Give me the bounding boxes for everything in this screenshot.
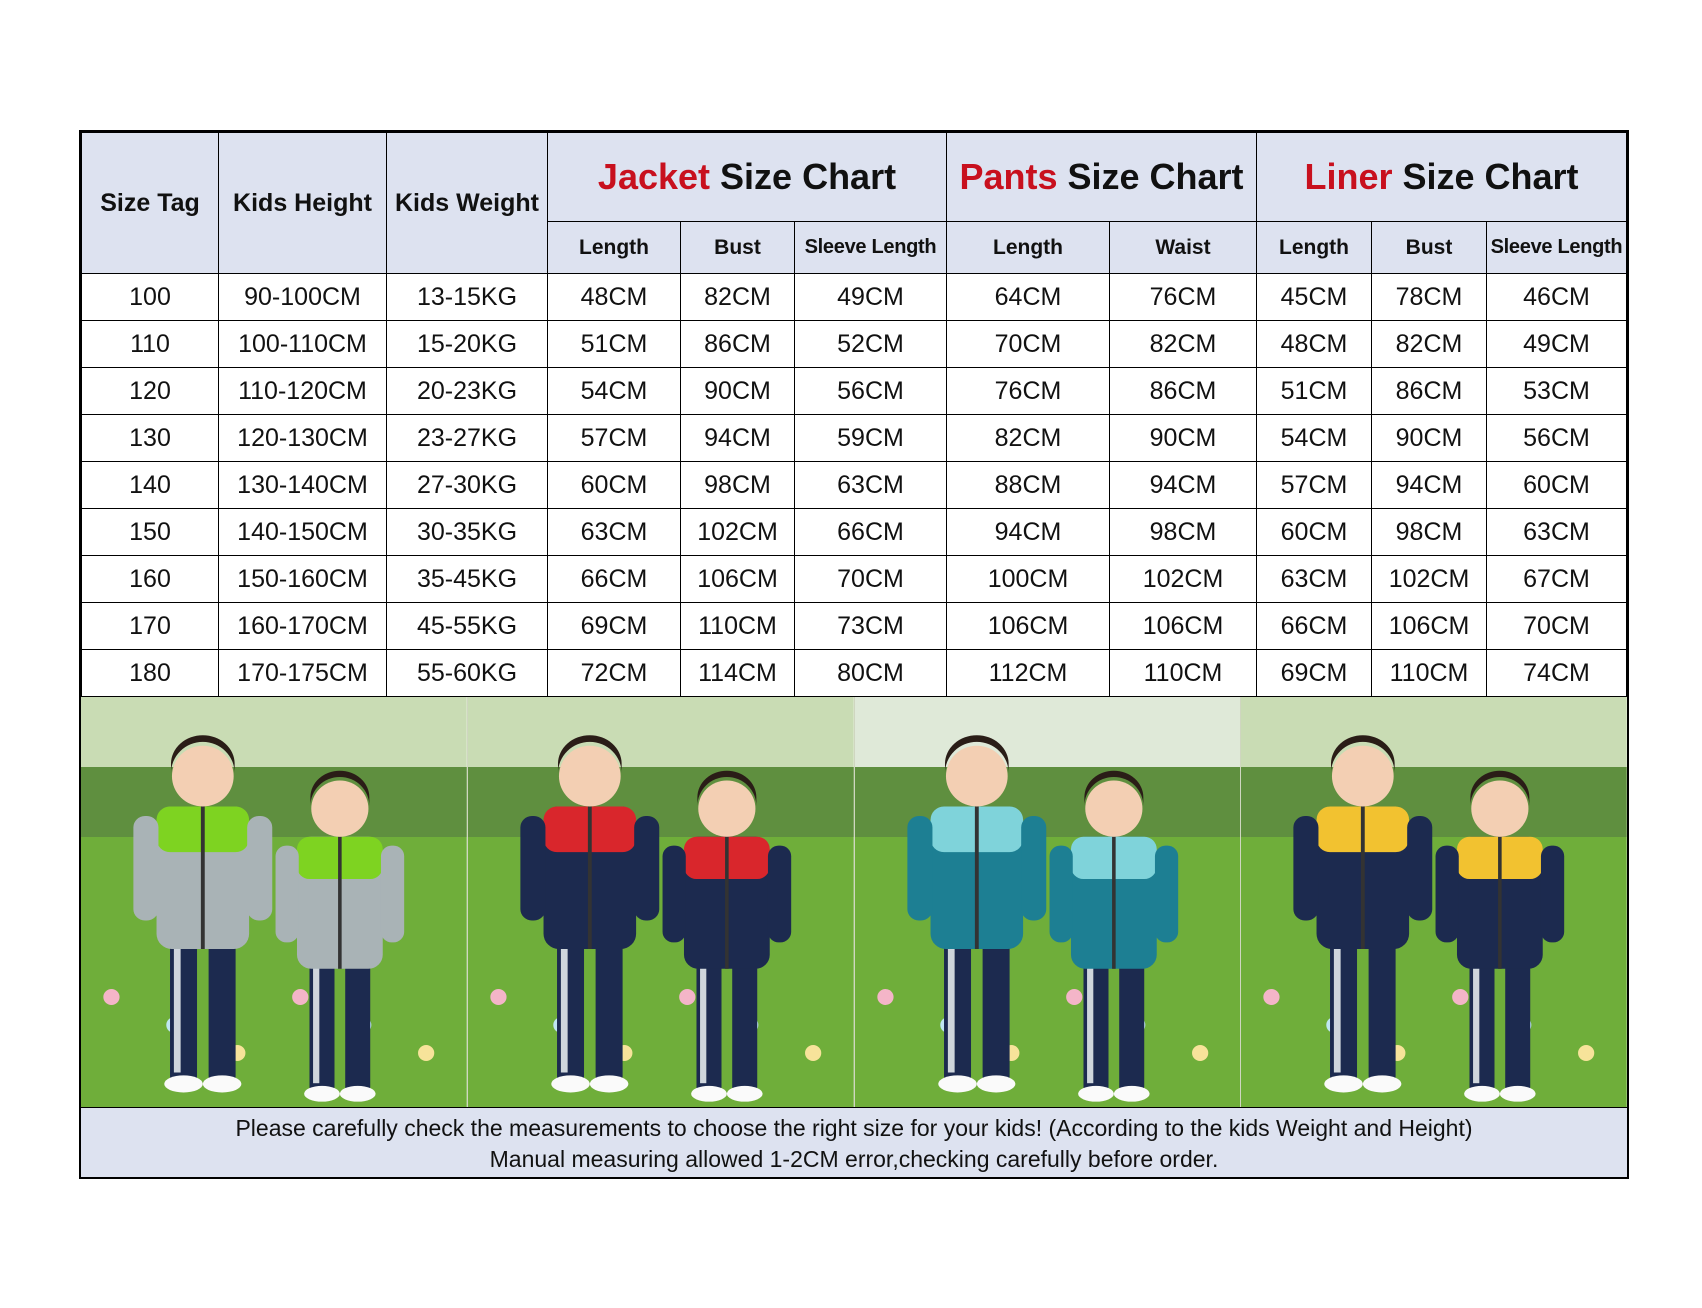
shoe	[1324, 1075, 1363, 1092]
table-row	[82, 650, 1627, 697]
table-cell: 82CM	[681, 274, 795, 321]
table-cell: 64CM	[947, 274, 1110, 321]
table-cell: 120	[82, 368, 219, 415]
photo-teal-uniform	[855, 697, 1242, 1107]
table-cell: 74CM	[1487, 650, 1627, 697]
jacket-sleeve	[1294, 816, 1319, 921]
jacket-sleeve	[1436, 846, 1459, 943]
shoe	[164, 1075, 203, 1092]
jacket-sleeve	[1407, 816, 1432, 921]
table-cell: 130	[82, 415, 219, 462]
pants-leg	[982, 940, 1009, 1083]
table-cell: 170	[82, 603, 219, 650]
child-face	[1472, 780, 1529, 836]
shoe	[1078, 1086, 1114, 1102]
table-cell: 48CM	[1257, 321, 1372, 368]
pants-leg	[1505, 960, 1530, 1092]
header-kids-weight: Kids Weight	[387, 133, 548, 274]
jacket-zipper	[201, 807, 205, 950]
play-ball	[1264, 989, 1280, 1005]
jacket-zipper	[974, 807, 978, 950]
table-row	[82, 603, 1627, 650]
table-cell: 63CM	[548, 509, 681, 556]
shoe	[727, 1086, 763, 1102]
table-cell: 102CM	[1372, 556, 1487, 603]
table-cell: 140-150CM	[219, 509, 387, 556]
note-line-2: Manual measuring allowed 1-2CM error,checking carefully before order.	[489, 1146, 1219, 1172]
photo-illustration	[81, 697, 467, 1107]
table-cell: 57CM	[1257, 462, 1372, 509]
table-cell: 63CM	[795, 462, 947, 509]
play-ball	[490, 989, 506, 1005]
header-liner-length: Length	[1257, 222, 1372, 274]
jacket-zipper	[1112, 837, 1116, 969]
table-cell: 48CM	[548, 274, 681, 321]
play-ball	[1066, 989, 1082, 1005]
child-face	[1085, 780, 1142, 836]
table-cell: 60CM	[548, 462, 681, 509]
jacket-sleeve	[662, 846, 685, 943]
jacket-sleeve	[520, 816, 545, 921]
header-liner-bust: Bust	[1372, 222, 1487, 274]
table-cell: 66CM	[1257, 603, 1372, 650]
pants-stripe	[947, 940, 954, 1073]
table-cell: 100CM	[947, 556, 1110, 603]
header-jacket-sleeve-length: Sleeve Length	[795, 222, 947, 274]
shoe	[1464, 1086, 1500, 1102]
header-jacket-bust: Bust	[681, 222, 795, 274]
liner-highlight: Liner	[1304, 156, 1393, 197]
play-ball	[805, 1045, 821, 1061]
table-cell: 54CM	[1257, 415, 1372, 462]
table-cell: 60CM	[1257, 509, 1372, 556]
table-cell: 86CM	[1110, 368, 1257, 415]
table-row	[82, 462, 1627, 509]
jacket-sleeve	[634, 816, 659, 921]
table-cell: 106CM	[1110, 603, 1257, 650]
play-ball	[1452, 989, 1468, 1005]
table-cell: 86CM	[681, 321, 795, 368]
table-cell: 56CM	[795, 368, 947, 415]
pants-stripe	[313, 960, 319, 1083]
size-rows	[82, 274, 1627, 697]
table-cell: 66CM	[795, 509, 947, 556]
table-cell: 110CM	[1110, 650, 1257, 697]
pants-leg	[1369, 940, 1396, 1083]
table-cell: 53CM	[1487, 368, 1627, 415]
jacket-sleeve	[1154, 846, 1177, 943]
table-cell: 45CM	[1257, 274, 1372, 321]
photo-yellow-navy-uniform	[1241, 697, 1627, 1107]
header-jacket-length: Length	[548, 222, 681, 274]
jacket-title-rest: Size Chart	[710, 156, 897, 197]
play-ball	[292, 989, 308, 1005]
table-cell: 110CM	[1372, 650, 1487, 697]
pants-leg	[732, 960, 757, 1092]
table-cell: 86CM	[1372, 368, 1487, 415]
table-cell: 100	[82, 274, 219, 321]
play-ball	[1192, 1045, 1208, 1061]
table-cell: 63CM	[1257, 556, 1372, 603]
table-cell: 54CM	[548, 368, 681, 415]
table-cell: 94CM	[1372, 462, 1487, 509]
table-cell: 106CM	[681, 556, 795, 603]
photo-illustration	[855, 697, 1241, 1107]
table-cell: 70CM	[795, 556, 947, 603]
table-cell: 30-35KG	[387, 509, 548, 556]
table-cell: 15-20KG	[387, 321, 548, 368]
table-cell: 102CM	[681, 509, 795, 556]
size-chart-sheet	[79, 130, 1629, 1179]
table-cell: 82CM	[947, 415, 1110, 462]
table-cell: 90CM	[1110, 415, 1257, 462]
jacket-zipper	[588, 807, 592, 950]
table-cell: 180	[82, 650, 219, 697]
table-cell: 98CM	[1110, 509, 1257, 556]
play-ball	[679, 989, 695, 1005]
liner-title-rest: Size Chart	[1392, 156, 1579, 197]
photo-green-grey-uniform	[81, 697, 468, 1107]
table-cell: 45-55KG	[387, 603, 548, 650]
table-cell: 150-160CM	[219, 556, 387, 603]
shoe	[590, 1075, 629, 1092]
child-face	[945, 746, 1007, 807]
table-cell: 46CM	[1487, 274, 1627, 321]
child-face	[698, 780, 755, 836]
table-cell: 55-60KG	[387, 650, 548, 697]
shoe	[551, 1075, 590, 1092]
table-cell: 49CM	[795, 274, 947, 321]
table-cell: 66CM	[548, 556, 681, 603]
shoe	[340, 1086, 376, 1102]
pants-stripe	[1473, 960, 1479, 1083]
table-cell: 67CM	[1487, 556, 1627, 603]
pants-stripe	[174, 940, 181, 1073]
table-row	[82, 509, 1627, 556]
header-liner-size-chart	[1257, 133, 1627, 222]
pants-stripe	[561, 940, 568, 1073]
photo-strip	[81, 697, 1627, 1108]
jacket-zipper	[725, 837, 729, 969]
shoe	[1113, 1086, 1149, 1102]
table-cell: 90CM	[1372, 415, 1487, 462]
shoe	[304, 1086, 340, 1102]
jacket-sleeve	[1541, 846, 1564, 943]
photo-illustration	[468, 697, 854, 1107]
measurement-note	[81, 1108, 1627, 1179]
child-face	[172, 746, 234, 807]
jacket-sleeve	[381, 846, 404, 943]
jacket-sleeve	[1049, 846, 1072, 943]
jacket-zipper	[338, 837, 342, 969]
pants-leg	[595, 940, 622, 1083]
size-table	[81, 132, 1627, 697]
table-cell: 76CM	[1110, 274, 1257, 321]
table-cell: 94CM	[947, 509, 1110, 556]
table-cell: 72CM	[548, 650, 681, 697]
header-liner-sleeve-length: Sleeve Length	[1487, 222, 1627, 274]
photo-illustration	[1241, 697, 1627, 1107]
shoe	[976, 1075, 1015, 1092]
table-cell: 60CM	[1487, 462, 1627, 509]
table-cell: 49CM	[1487, 321, 1627, 368]
pants-title-rest: Size Chart	[1057, 156, 1244, 197]
table-cell: 20-23KG	[387, 368, 548, 415]
pants-stripe	[1334, 940, 1341, 1073]
child-face	[311, 780, 368, 836]
header-pants-length: Length	[947, 222, 1110, 274]
table-cell: 73CM	[795, 603, 947, 650]
pants-leg	[209, 940, 236, 1083]
table-cell: 56CM	[1487, 415, 1627, 462]
jacket-zipper	[1498, 837, 1502, 969]
child-face	[559, 746, 621, 807]
jacket-sleeve	[276, 846, 299, 943]
table-cell: 130-140CM	[219, 462, 387, 509]
table-cell: 80CM	[795, 650, 947, 697]
photo-red-navy-uniform	[468, 697, 855, 1107]
table-cell: 13-15KG	[387, 274, 548, 321]
table-cell: 94CM	[1110, 462, 1257, 509]
table-cell: 78CM	[1372, 274, 1487, 321]
table-cell: 110-120CM	[219, 368, 387, 415]
table-row	[82, 274, 1627, 321]
pants-stripe	[1087, 960, 1093, 1083]
jacket-sleeve	[133, 816, 158, 921]
table-cell: 63CM	[1487, 509, 1627, 556]
table-cell: 112CM	[947, 650, 1110, 697]
table-cell: 120-130CM	[219, 415, 387, 462]
table-cell: 70CM	[1487, 603, 1627, 650]
table-cell: 110	[82, 321, 219, 368]
pants-leg	[345, 960, 370, 1092]
shoe	[691, 1086, 727, 1102]
table-cell: 106CM	[1372, 603, 1487, 650]
table-cell: 27-30KG	[387, 462, 548, 509]
jacket-zipper	[1361, 807, 1365, 950]
play-ball	[418, 1045, 434, 1061]
jacket-highlight: Jacket	[597, 156, 711, 197]
table-cell: 69CM	[548, 603, 681, 650]
child-face	[1332, 746, 1394, 807]
play-ball	[877, 989, 893, 1005]
table-cell: 82CM	[1110, 321, 1257, 368]
table-cell: 150	[82, 509, 219, 556]
table-cell: 140	[82, 462, 219, 509]
table-cell: 88CM	[947, 462, 1110, 509]
table-cell: 98CM	[681, 462, 795, 509]
table-cell: 160-170CM	[219, 603, 387, 650]
play-ball	[1578, 1045, 1594, 1061]
table-cell: 82CM	[1372, 321, 1487, 368]
table-cell: 90-100CM	[219, 274, 387, 321]
table-row	[82, 368, 1627, 415]
table-row	[82, 321, 1627, 368]
shoe	[203, 1075, 242, 1092]
table-cell: 100-110CM	[219, 321, 387, 368]
table-cell: 59CM	[795, 415, 947, 462]
table-cell: 106CM	[947, 603, 1110, 650]
table-cell: 23-27KG	[387, 415, 548, 462]
pants-highlight: Pants	[959, 156, 1058, 197]
table-cell: 70CM	[947, 321, 1110, 368]
table-cell: 102CM	[1110, 556, 1257, 603]
table-cell: 35-45KG	[387, 556, 548, 603]
table-row	[82, 415, 1627, 462]
table-cell: 51CM	[1257, 368, 1372, 415]
table-cell: 94CM	[681, 415, 795, 462]
table-cell: 69CM	[1257, 650, 1372, 697]
table-cell: 160	[82, 556, 219, 603]
shoe	[1500, 1086, 1536, 1102]
jacket-sleeve	[1021, 816, 1046, 921]
table-cell: 114CM	[681, 650, 795, 697]
play-ball	[103, 989, 119, 1005]
jacket-sleeve	[907, 816, 932, 921]
table-cell: 90CM	[681, 368, 795, 415]
header-jacket-size-chart	[548, 133, 947, 222]
header-size-tag: Size Tag	[82, 133, 219, 274]
table-row	[82, 556, 1627, 603]
header-kids-height: Kids Height	[219, 133, 387, 274]
header-pants-waist: Waist	[1110, 222, 1257, 274]
header-pants-size-chart	[947, 133, 1257, 222]
table-cell: 57CM	[548, 415, 681, 462]
table-cell: 51CM	[548, 321, 681, 368]
jacket-sleeve	[768, 846, 791, 943]
note-line-1: Please carefully check the measurements to choose the right size for your kids! (According to the kids Weight and Height)	[235, 1115, 1473, 1141]
shoe	[1363, 1075, 1402, 1092]
table-cell: 98CM	[1372, 509, 1487, 556]
jacket-sleeve	[247, 816, 272, 921]
pants-stripe	[700, 960, 706, 1083]
table-cell: 52CM	[795, 321, 947, 368]
table-cell: 170-175CM	[219, 650, 387, 697]
pants-leg	[1119, 960, 1144, 1092]
table-cell: 110CM	[681, 603, 795, 650]
table-cell: 76CM	[947, 368, 1110, 415]
shoe	[938, 1075, 977, 1092]
